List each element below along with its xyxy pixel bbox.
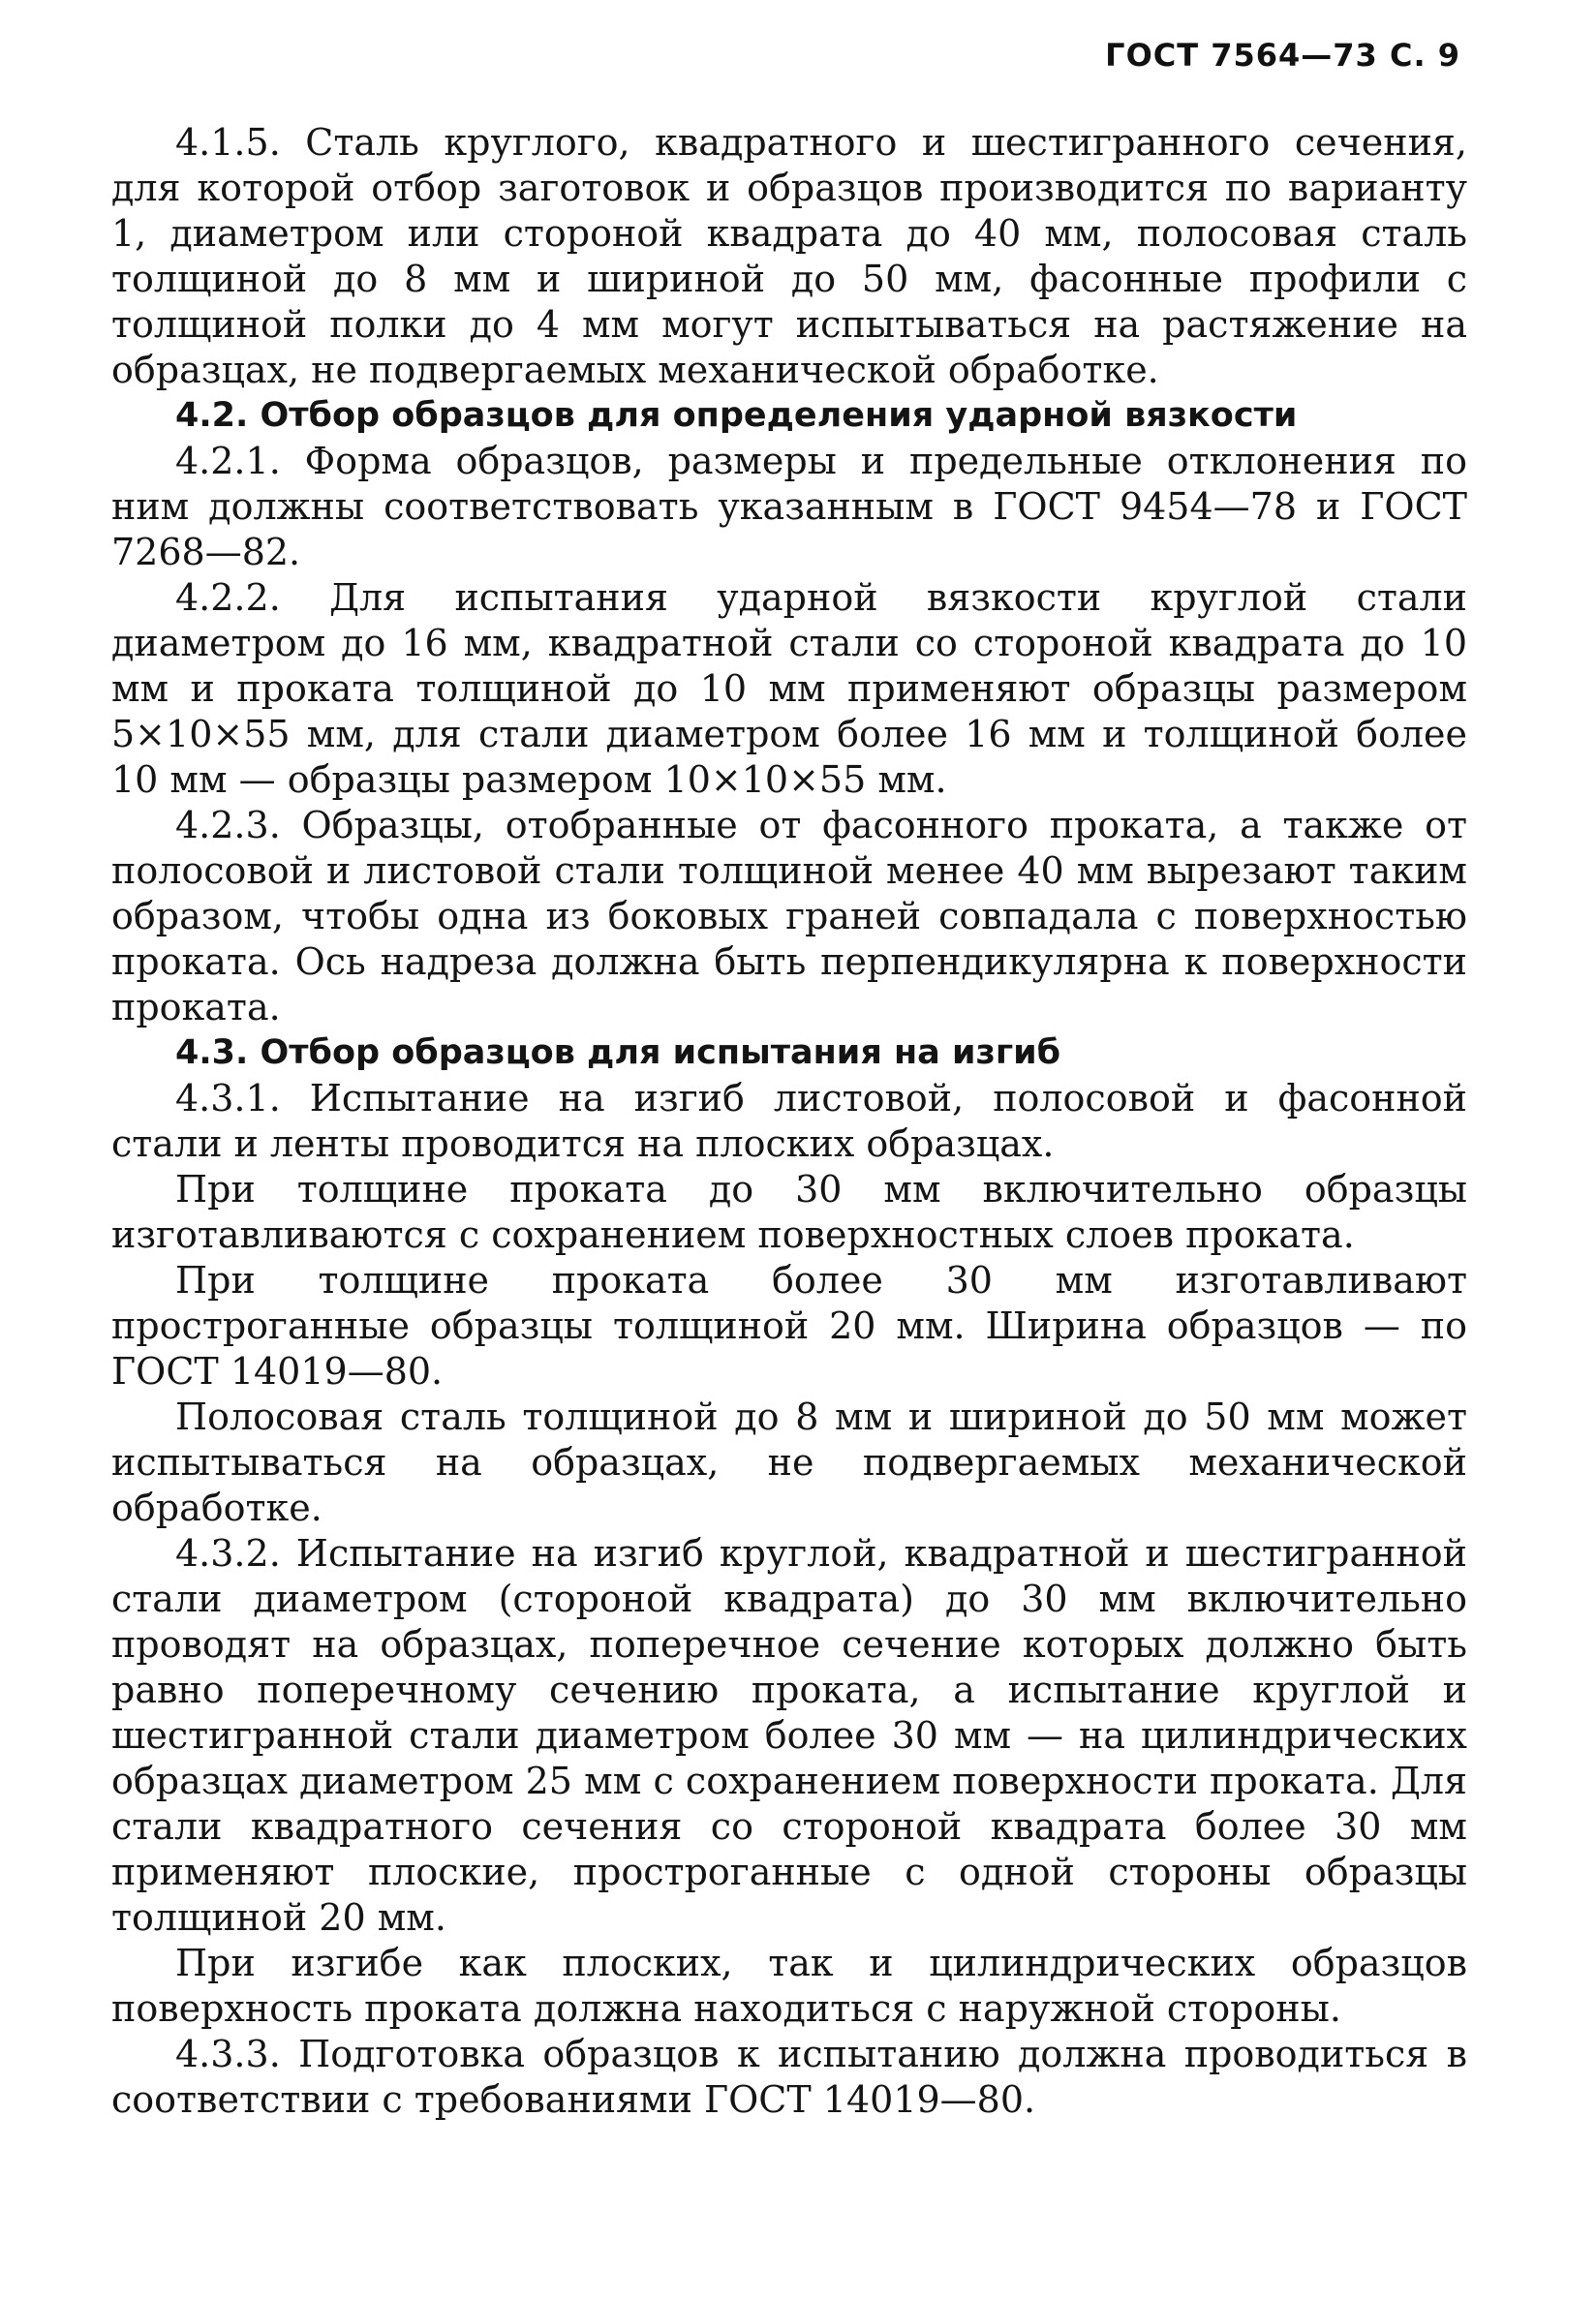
paragraph-4-1-5: 4.1.5. Сталь круглого, квадратного и шестигранного сечения, для которой отбор заготовок и образцов производится по варианту 1, диаметром или стороной квадрата до 40 мм, полосовая сталь толщиной до 8 мм и шириной до 50 мм, фасонные профили с толщиной полки до 4 мм могут испытываться на растяжение на образцах, не подвергаемых механической обработке. xyxy=(111,121,1467,391)
document-body xyxy=(111,120,1467,2123)
section-heading-4-3: 4.3. Отбор образцов для испытания на изгиб xyxy=(175,1033,1061,1072)
paragraph-4-2-2: 4.2.2. Для испытания ударной вязкости круглой стали диаметром до 16 мм, квадратной стали со стороной квадрата до 10 мм и проката толщиной до 10 мм применяют образцы размером 5×10×55 мм, для стали диаметром более 16 мм и толщиной более 10 мм — образцы размером 10×10×55 мм. xyxy=(111,576,1467,801)
paragraph-4-3-2-surface: При изгибе как плоских, так и цилиндрических образцов поверхность проката должна находиться с наружной стороны. xyxy=(111,1942,1467,2030)
paragraph-4-3-2: 4.3.2. Испытание на изгиб круглой, квадратной и шестигранной стали диаметром (стороной квадрата) до 30 мм включительно проводят на образцах, поперечное сечение которых должно быть равно поперечному сечению проката, а испытание круглой и шестигранной стали диаметром более 30 мм — на цилиндрических образцах диаметром 25 мм с сохранением поверхности проката. Для стали квадратного сечения со стороной квадрата более 30 мм применяют плоские, прострoганные с одной стороны образцы толщиной 20 мм. xyxy=(111,1532,1467,1939)
paragraph-4-3-1-strip-steel: Полосовая сталь толщиной до 8 мм и шириной до 50 мм может испытываться на образцах, не подвергаемых механической обработке. xyxy=(111,1396,1467,1529)
paragraph-4-2-3: 4.2.3. Образцы, отобранные от фасонного проката, а также от полосовой и листовой стали толщиной менее 40 мм вырезают таким образом, чтобы одна из боковых граней совпадала с поверхностью проката. Ось надреза должна быть перпендикулярна к поверхности проката. xyxy=(111,804,1467,1028)
page-header: ГОСТ 7564—73 С. 9 xyxy=(1105,37,1460,74)
section-heading-4-2: 4.2. Отбор образцов для определения ударной вязкости xyxy=(175,396,1298,435)
paragraph-4-3-1-thick-plate: При толщине проката более 30 мм изготавливают прострoганные образцы толщиной 20 мм. Ширина образцов — по ГОСТ 14019—80. xyxy=(111,1259,1467,1393)
paragraph-4-2-1: 4.2.1. Форма образцов, размеры и предельные отклонения по ним должны соответствовать указанным в ГОСТ 9454—78 и ГОСТ 7268—82. xyxy=(111,440,1467,573)
paragraph-4-3-1-thin-plate: При толщине проката до 30 мм включительно образцы изготавливаются с сохранением поверхностных слоев проката. xyxy=(111,1168,1467,1256)
paragraph-4-3-1: 4.3.1. Испытание на изгиб листовой, полосовой и фасонной стали и ленты проводится на плоских образцах. xyxy=(111,1077,1467,1165)
paragraph-4-3-3: 4.3.3. Подготовка образцов к испытанию должна проводиться в соответствии с требованиями ГОСТ 14019—80. xyxy=(111,2033,1467,2121)
